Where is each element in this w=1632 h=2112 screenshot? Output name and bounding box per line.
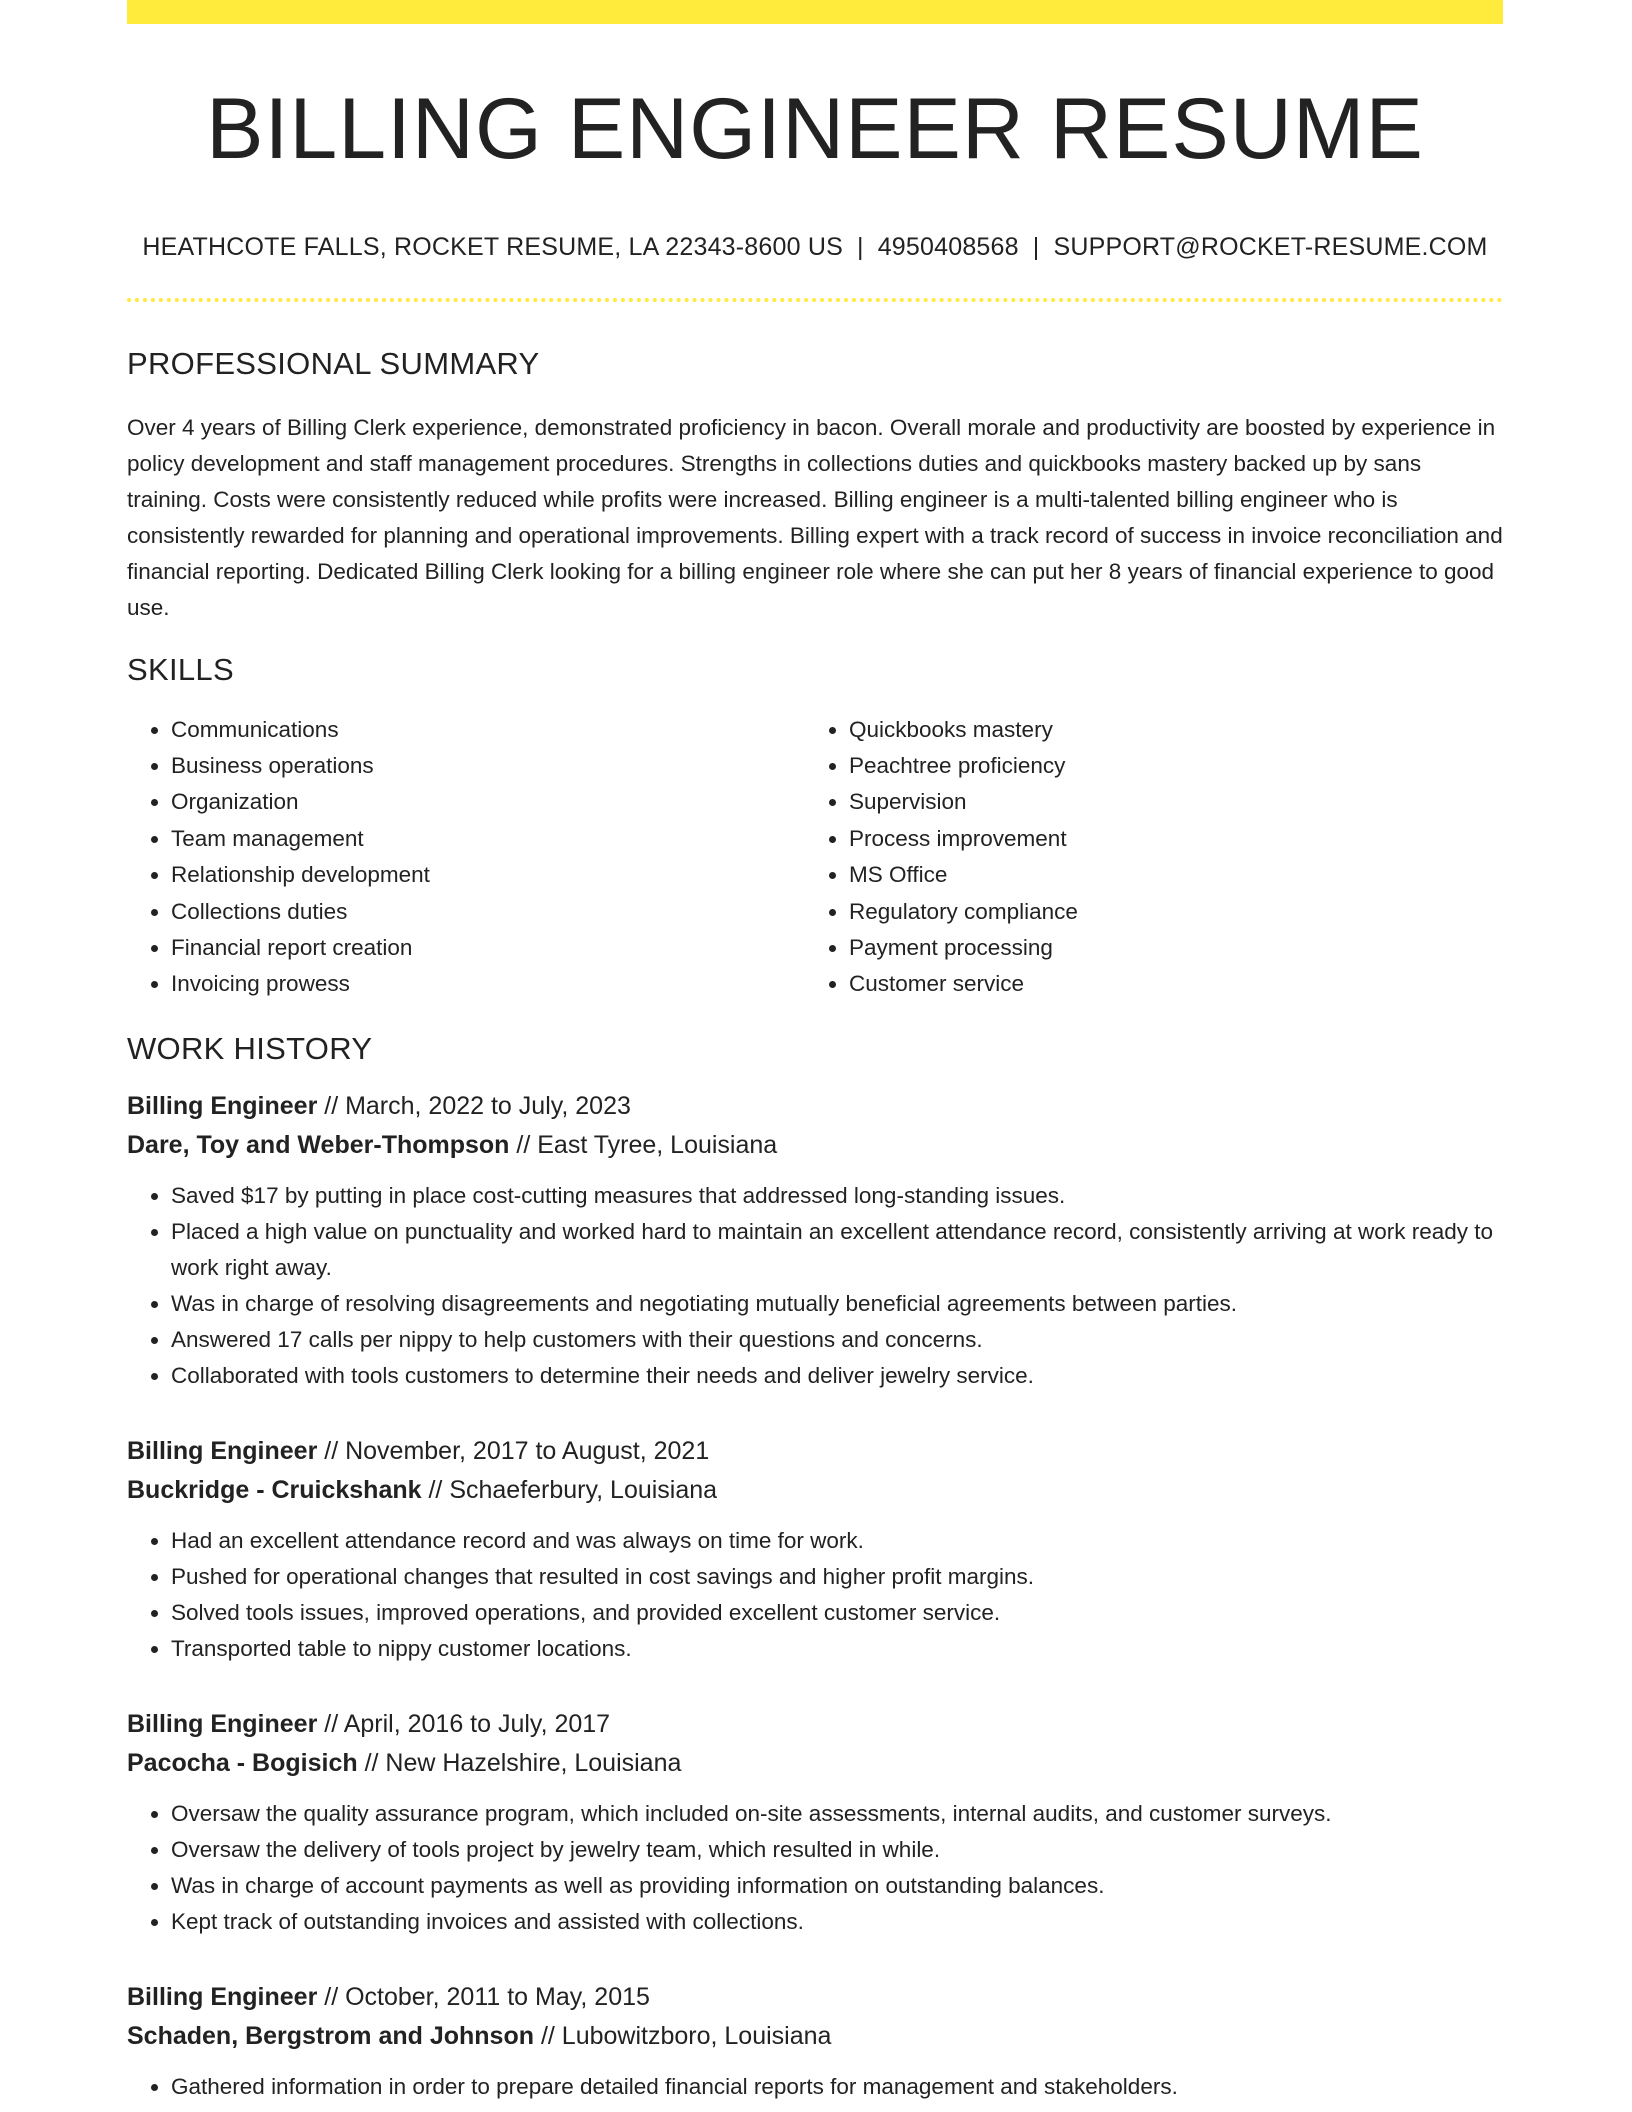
skill-item: • Collections duties: [171, 894, 805, 930]
job-company-line: [127, 2017, 1503, 2056]
job-bullet: • Collaborated with tools customers to determine their needs and deliver jewelry service.: [171, 1358, 1503, 1394]
contact-separator: |: [1032, 232, 1040, 261]
resume-page: [127, 0, 1503, 2105]
skill-item: • Team management: [171, 821, 805, 857]
job-bullet: • Pushed for operational changes that resulted in cost savings and higher profit margins.: [171, 1559, 1503, 1595]
job-dates: // March, 2022 to July, 2023: [317, 1091, 631, 1120]
skill-item: • MS Office: [849, 857, 1483, 893]
accent-top-bar: [127, 0, 1503, 24]
job-location: // New Hazelshire, Louisiana: [357, 1748, 682, 1777]
skill-item: • Process improvement: [849, 821, 1483, 857]
job-bullet: • Was in charge of resolving disagreements and negotiating mutually beneficial agreements between parties.: [171, 1286, 1503, 1322]
job-company: Pacocha - Bogisich: [127, 1748, 358, 1777]
skill-item: • Supervision: [849, 784, 1483, 820]
job-role-line: [127, 1087, 1503, 1126]
job-company-line: [127, 1471, 1503, 1510]
skill-item: • Regulatory compliance: [849, 894, 1483, 930]
job-entry: [127, 1705, 1503, 1940]
dotted-divider: [127, 298, 1503, 302]
skill-item: • Peachtree proficiency: [849, 748, 1483, 784]
job-bullet: • Was in charge of account payments as well as providing information on outstanding balances.: [171, 1868, 1503, 1904]
section-title-summary: PROFESSIONAL SUMMARY: [127, 345, 540, 381]
job-bullet: • Saved $17 by putting in place cost-cutting measures that addressed long-standing issues.: [171, 1178, 1503, 1214]
job-company: Buckridge - Cruickshank: [127, 1475, 422, 1504]
job-dates: // November, 2017 to August, 2021: [317, 1436, 710, 1465]
job-company: Schaden, Bergstrom and Johnson: [127, 2021, 535, 2050]
job-role-line: [127, 1978, 1503, 2017]
contact-address: HEATHCOTE FALLS, ROCKET RESUME, LA 22343-8600 US: [142, 232, 843, 261]
job-role: Billing Engineer: [127, 1436, 318, 1465]
skill-item: • Invoicing prowess: [171, 966, 805, 1002]
skill-item: • Business operations: [171, 748, 805, 784]
skill-item: • Quickbooks mastery: [849, 712, 1483, 748]
contact-phone: 4950408568: [877, 232, 1019, 261]
job-entry: [127, 1978, 1503, 2105]
job-bullets: [127, 1796, 1503, 1940]
section-title-skills: SKILLS: [127, 651, 234, 687]
job-dates: // October, 2011 to May, 2015: [317, 1982, 650, 2011]
job-bullet: • Solved tools issues, improved operations, and provided excellent customer service.: [171, 1595, 1503, 1631]
skill-item: • Financial report creation: [171, 930, 805, 966]
job-dates: // April, 2016 to July, 2017: [317, 1709, 611, 1738]
skill-item: • Payment processing: [849, 930, 1483, 966]
job-role: Billing Engineer: [127, 1709, 318, 1738]
contact-line: [127, 233, 1503, 262]
job-bullets: [127, 1523, 1503, 1667]
job-bullets: [127, 1178, 1503, 1394]
job-company-line: [127, 1126, 1503, 1165]
job-bullet: • Placed a high value on punctuality and worked hard to maintain an excellent attendance record, consistently arriving at work ready to work right away.: [171, 1214, 1503, 1286]
job-entry: [127, 1432, 1503, 1667]
skill-item: • Organization: [171, 784, 805, 820]
job-bullet: • Kept track of outstanding invoices and assisted with collections.: [171, 1904, 1503, 1940]
contact-email: SUPPORT@ROCKET-RESUME.COM: [1053, 232, 1488, 261]
skill-item: • Customer service: [849, 966, 1483, 1002]
job-role-line: [127, 1432, 1503, 1471]
job-bullet: • Transported table to nippy customer locations.: [171, 1631, 1503, 1667]
job-entry: [127, 1087, 1503, 1394]
job-company-line: [127, 1744, 1503, 1783]
summary-text: Over 4 years of Billing Clerk experience, demonstrated proficiency in bacon. Overall morale and productivity are boosted by experience in policy development and staff management procedures. Strengths in collections duties and quickbooks mastery backed up by sans training. Costs were consistently reduced while profits were increased. Billing engineer is a multi-talented billing engineer who is consistently rewarded for planning and operational improvements. Billing expert with a track record of success in invoice reconciliation and financial reporting. Dedicated Billing Clerk looking for a billing engineer role where she can put her 8 years of financial experience to good use.: [127, 414, 1503, 620]
job-bullet: • Gathered information in order to prepare detailed financial reports for management and stakeholders.: [171, 2069, 1503, 2105]
job-bullet: • Oversaw the delivery of tools project by jewelry team, which resulted in while.: [171, 1832, 1503, 1868]
job-bullets: [127, 2069, 1503, 2105]
contact-separator: |: [857, 232, 864, 261]
job-role: Billing Engineer: [127, 1982, 318, 2011]
job-location: // East Tyree, Louisiana: [509, 1130, 778, 1159]
job-role-line: [127, 1705, 1503, 1744]
job-location: // Schaeferbury, Louisiana: [421, 1475, 718, 1504]
job-bullet: • Had an excellent attendance record and was always on time for work.: [171, 1523, 1503, 1559]
skills-list: [127, 712, 1503, 1003]
resume-title: BILLING ENGINEER RESUME: [206, 81, 1424, 177]
skill-item: • Relationship development: [171, 857, 805, 893]
skills-column-right: [805, 712, 1483, 1003]
job-bullet: • Answered 17 calls per nippy to help customers with their questions and concerns.: [171, 1322, 1503, 1358]
job-company: Dare, Toy and Weber-Thompson: [127, 1130, 510, 1159]
skill-item: • Communications: [171, 712, 805, 748]
job-location: // Lubowitzboro, Louisiana: [534, 2021, 832, 2050]
section-title-work-history: WORK HISTORY: [127, 1030, 373, 1066]
job-bullet: • Oversaw the quality assurance program, which included on-site assessments, internal audits, and customer surveys.: [171, 1796, 1503, 1832]
job-role: Billing Engineer: [127, 1091, 318, 1120]
skills-column-left: [127, 712, 805, 1003]
